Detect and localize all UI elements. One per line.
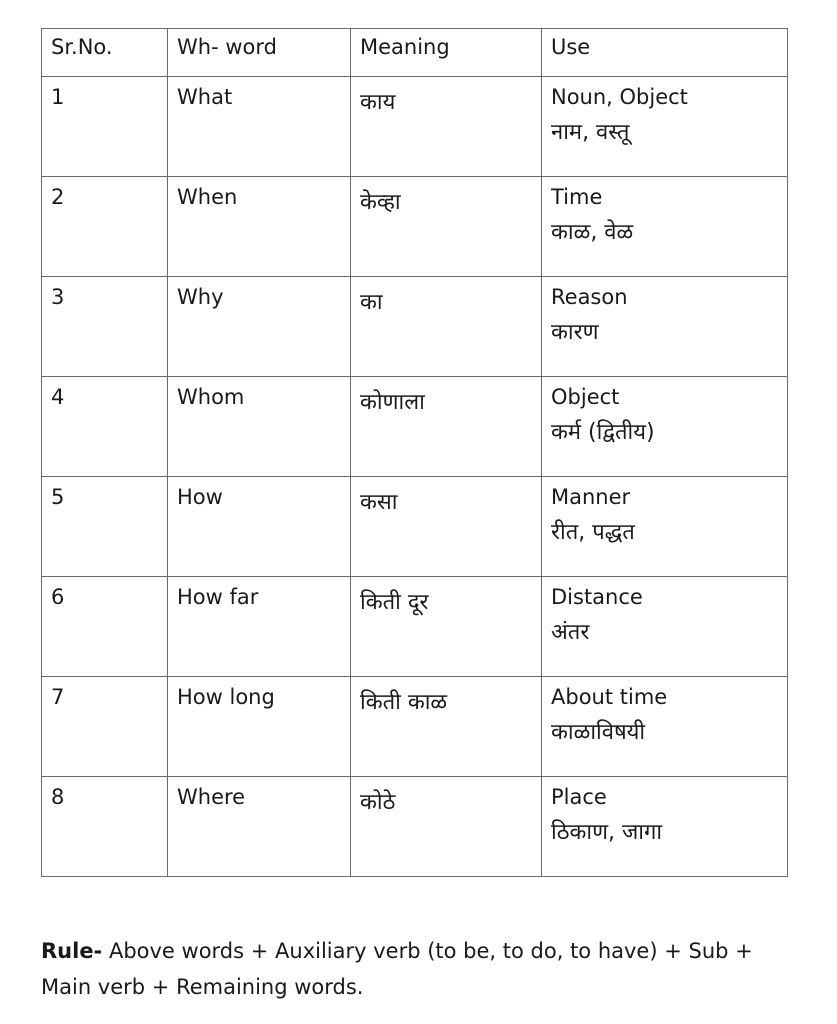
table-header-row: [42, 29, 788, 77]
header-sr-no: Sr.No.: [42, 29, 168, 77]
cell-use: [542, 677, 788, 777]
meaning-text: केव्हा: [360, 190, 401, 215]
cell-sr-no: 5: [42, 477, 168, 577]
meaning-text: किती दूर: [360, 590, 429, 615]
cell-use: [542, 177, 788, 277]
table-row: [42, 777, 788, 877]
use-marathi: रीत, पद्धत: [551, 520, 635, 545]
cell-sr-no: 2: [42, 177, 168, 277]
use-marathi: कारण: [551, 320, 599, 345]
table-row: [42, 77, 788, 177]
cell-wh-word: How long: [168, 677, 351, 777]
use-english: Noun, Object: [551, 85, 688, 109]
meaning-text: कोठे: [360, 790, 396, 815]
use-english: Reason: [551, 285, 628, 309]
cell-wh-word: How: [168, 477, 351, 577]
table-row: [42, 577, 788, 677]
cell-meaning: [351, 377, 542, 477]
use-english: Time: [551, 185, 603, 209]
cell-sr-no: 7: [42, 677, 168, 777]
use-marathi: काळाविषयी: [551, 720, 646, 745]
meaning-text: काय: [360, 90, 396, 115]
cell-meaning: [351, 777, 542, 877]
meaning-text: का: [360, 290, 383, 315]
cell-use: [542, 777, 788, 877]
use-marathi: काळ, वेळ: [551, 220, 634, 245]
cell-sr-no: 1: [42, 77, 168, 177]
cell-wh-word: What: [168, 77, 351, 177]
cell-use: [542, 477, 788, 577]
use-english: Distance: [551, 585, 643, 609]
table-row: [42, 177, 788, 277]
meaning-text: कसा: [360, 490, 398, 515]
cell-sr-no: 4: [42, 377, 168, 477]
rule-label: Rule-: [41, 939, 103, 963]
cell-use: [542, 77, 788, 177]
cell-wh-word: Where: [168, 777, 351, 877]
meaning-text: किती काळ: [360, 690, 448, 715]
table-row: [42, 377, 788, 477]
use-english: About time: [551, 685, 668, 709]
rule-paragraph: [41, 933, 801, 1005]
cell-meaning: [351, 177, 542, 277]
use-english: Object: [551, 385, 620, 409]
use-marathi: कर्म (द्वितीय): [551, 420, 655, 445]
cell-meaning: [351, 477, 542, 577]
cell-use: [542, 277, 788, 377]
header-use: Use: [542, 29, 788, 77]
use-marathi: नाम, वस्तू: [551, 120, 630, 145]
cell-sr-no: 6: [42, 577, 168, 677]
header-meaning: Meaning: [351, 29, 542, 77]
cell-use: [542, 577, 788, 677]
cell-meaning: [351, 77, 542, 177]
cell-use: [542, 377, 788, 477]
cell-meaning: [351, 277, 542, 377]
cell-wh-word: How far: [168, 577, 351, 677]
use-english: Manner: [551, 485, 631, 509]
cell-sr-no: 8: [42, 777, 168, 877]
wh-words-table: [41, 28, 788, 877]
cell-meaning: [351, 577, 542, 677]
header-wh-word: Wh- word: [168, 29, 351, 77]
cell-wh-word: When: [168, 177, 351, 277]
table-row: [42, 277, 788, 377]
use-marathi: अंतर: [551, 620, 590, 645]
table-row: [42, 477, 788, 577]
cell-sr-no: 3: [42, 277, 168, 377]
cell-wh-word: Why: [168, 277, 351, 377]
use-marathi: ठिकाण, जागा: [551, 820, 663, 845]
table-row: [42, 677, 788, 777]
rule-text: Above words + Auxiliary verb (to be, to do, to have) + Sub + Main verb + Remaining words.: [41, 939, 753, 999]
meaning-text: कोणाला: [360, 390, 425, 415]
cell-meaning: [351, 677, 542, 777]
use-english: Place: [551, 785, 607, 809]
cell-wh-word: Whom: [168, 377, 351, 477]
